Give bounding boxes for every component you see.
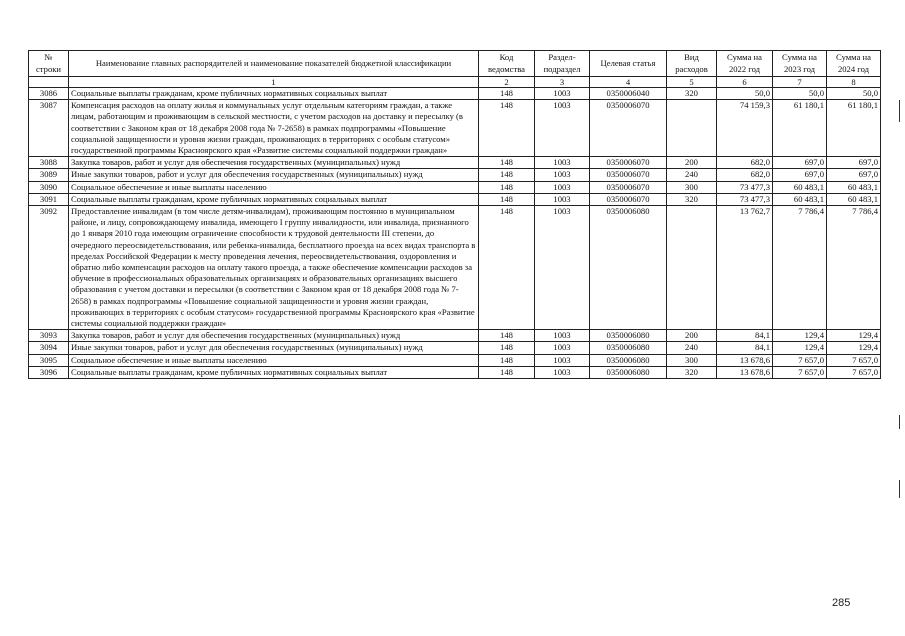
expense-type: 320 bbox=[667, 193, 717, 205]
header-sum-2024: Сумма на 2024 год bbox=[827, 51, 881, 77]
dept-code: 148 bbox=[479, 157, 535, 169]
target-article: 0350006080 bbox=[590, 330, 667, 342]
row-number: 3093 bbox=[29, 330, 69, 342]
budget-table bbox=[28, 50, 881, 379]
table-row bbox=[29, 169, 881, 181]
row-number: 3092 bbox=[29, 206, 69, 330]
section-code: 1003 bbox=[535, 100, 590, 157]
sum-2023: 50,0 bbox=[773, 88, 827, 100]
sum-2023: 7 786,4 bbox=[773, 206, 827, 330]
table-row bbox=[29, 354, 881, 366]
row-number: 3088 bbox=[29, 157, 69, 169]
sum-2022: 73 477,3 bbox=[717, 181, 773, 193]
table-row bbox=[29, 88, 881, 100]
section-code: 1003 bbox=[535, 330, 590, 342]
sum-2024: 129,4 bbox=[827, 330, 881, 342]
sum-2024: 61 180,1 bbox=[827, 100, 881, 157]
row-number: 3094 bbox=[29, 342, 69, 354]
sum-2023: 60 483,1 bbox=[773, 181, 827, 193]
expense-type: 200 bbox=[667, 157, 717, 169]
sum-2022: 13 678,6 bbox=[717, 354, 773, 366]
sum-2023: 129,4 bbox=[773, 330, 827, 342]
table-row bbox=[29, 181, 881, 193]
table-row bbox=[29, 100, 881, 157]
header-expense-type: Вид расходов bbox=[667, 51, 717, 77]
header-dept-code: Код ведомства bbox=[479, 51, 535, 77]
column-number: 3 bbox=[535, 77, 590, 88]
section-code: 1003 bbox=[535, 342, 590, 354]
row-number: 3087 bbox=[29, 100, 69, 157]
row-name: Компенсация расходов на оплату жилья и коммунальных услуг отдельным категориям граждан, а также лицам, работающим и проживающим в сельской местности, с учетом расходов на доставку и пересылку (в соответствии с Законом края от 18 декабря 2008 года № 7-2658) в рамках подпрограммы «Повышение социальной защищенности и уровня жизни граждан, проживающих в территориях с особым статусом» государственной программы Красноярского края «Развитие системы социальной поддержки граждан» bbox=[69, 100, 479, 157]
header-sum-2023: Сумма на 2023 год bbox=[773, 51, 827, 77]
sum-2023: 61 180,1 bbox=[773, 100, 827, 157]
table-row bbox=[29, 157, 881, 169]
sum-2022: 13 762,7 bbox=[717, 206, 773, 330]
section-code: 1003 bbox=[535, 88, 590, 100]
sum-2024: 60 483,1 bbox=[827, 181, 881, 193]
row-number: 3095 bbox=[29, 354, 69, 366]
section-code: 1003 bbox=[535, 169, 590, 181]
section-code: 1003 bbox=[535, 181, 590, 193]
expense-type: 240 bbox=[667, 342, 717, 354]
scan-edge-mark bbox=[899, 480, 900, 498]
column-number bbox=[29, 77, 69, 88]
dept-code: 148 bbox=[479, 181, 535, 193]
sum-2022: 13 678,6 bbox=[717, 366, 773, 378]
sum-2023: 7 657,0 bbox=[773, 366, 827, 378]
dept-code: 148 bbox=[479, 193, 535, 205]
row-name: Социальное обеспечение и иные выплаты населению bbox=[69, 354, 479, 366]
target-article: 0350006070 bbox=[590, 169, 667, 181]
row-name: Социальные выплаты гражданам, кроме публичных нормативных социальных выплат bbox=[69, 193, 479, 205]
sum-2022: 682,0 bbox=[717, 157, 773, 169]
row-name: Закупка товаров, работ и услуг для обеспечения государственных (муниципальных) нужд bbox=[69, 330, 479, 342]
row-name: Закупка товаров, работ и услуг для обеспечения государственных (муниципальных) нужд bbox=[69, 157, 479, 169]
sum-2024: 7 786,4 bbox=[827, 206, 881, 330]
sum-2022: 84,1 bbox=[717, 342, 773, 354]
table-row bbox=[29, 330, 881, 342]
dept-code: 148 bbox=[479, 100, 535, 157]
target-article: 0350006080 bbox=[590, 354, 667, 366]
table-row bbox=[29, 206, 881, 330]
sum-2022: 84,1 bbox=[717, 330, 773, 342]
header-target-article: Целевая статья bbox=[590, 51, 667, 77]
column-number: 1 bbox=[69, 77, 479, 88]
target-article: 0350006070 bbox=[590, 193, 667, 205]
header-row bbox=[29, 51, 881, 77]
section-code: 1003 bbox=[535, 157, 590, 169]
dept-code: 148 bbox=[479, 88, 535, 100]
sum-2024: 7 657,0 bbox=[827, 366, 881, 378]
dept-code: 148 bbox=[479, 169, 535, 181]
expense-type: 240 bbox=[667, 169, 717, 181]
expense-type: 300 bbox=[667, 181, 717, 193]
sum-2023: 60 483,1 bbox=[773, 193, 827, 205]
scan-edge-mark bbox=[899, 415, 900, 429]
column-number: 5 bbox=[667, 77, 717, 88]
sum-2022: 682,0 bbox=[717, 169, 773, 181]
target-article: 0350006080 bbox=[590, 366, 667, 378]
target-article: 0350006040 bbox=[590, 88, 667, 100]
table-row bbox=[29, 342, 881, 354]
section-code: 1003 bbox=[535, 206, 590, 330]
row-number: 3089 bbox=[29, 169, 69, 181]
target-article: 0350006080 bbox=[590, 206, 667, 330]
target-article: 0350006080 bbox=[590, 342, 667, 354]
row-name: Социальные выплаты гражданам, кроме публичных нормативных социальных выплат bbox=[69, 366, 479, 378]
dept-code: 148 bbox=[479, 342, 535, 354]
sum-2022: 73 477,3 bbox=[717, 193, 773, 205]
column-number: 7 bbox=[773, 77, 827, 88]
section-code: 1003 bbox=[535, 366, 590, 378]
table-row bbox=[29, 193, 881, 205]
sum-2024: 697,0 bbox=[827, 169, 881, 181]
header-sum-2022: Сумма на 2022 год bbox=[717, 51, 773, 77]
expense-type bbox=[667, 206, 717, 330]
scan-edge-mark bbox=[899, 100, 900, 122]
sum-2022: 50,0 bbox=[717, 88, 773, 100]
expense-type bbox=[667, 100, 717, 157]
row-name: Иные закупки товаров, работ и услуг для обеспечения государственных (муниципальных) нужд bbox=[69, 342, 479, 354]
header-name: Наименование главных распорядителей и наименование показателей бюджетной классификации bbox=[69, 51, 479, 77]
sum-2023: 129,4 bbox=[773, 342, 827, 354]
column-number: 8 bbox=[827, 77, 881, 88]
table-row bbox=[29, 366, 881, 378]
row-number: 3090 bbox=[29, 181, 69, 193]
table-body bbox=[29, 88, 881, 379]
sum-2024: 129,4 bbox=[827, 342, 881, 354]
sum-2024: 7 657,0 bbox=[827, 354, 881, 366]
row-name: Предоставление инвалидам (в том числе детям-инвалидам), проживающим постоянно в муниципальном районе, и лицу, сопровождающему инвалида, имеющего I группу инвалидности, или инвалида, признанного до 1 января 2010 года имеющим ограничение способности к трудовой деятельности III степени, до очередного переосвидетельствования, или ребенка-инвалида, бесплатного проезда на всех видах транспорта в пределах Российской Федерации к месту проведения лечения, переосвидетельствования, оздоровления и обратно либо компенсации расходов на оплату такого проезда, а также обеспечение компенсации расходов за обучение в профессиональных образовательных организациях и образовательных организациях высшего образования с учетом доставки и пересылки (в соответствии с Законом края от 18 декабря 2008 года № 7-2658) в рамках подпрограммы «Повышение социальной защищенности и уровня жизни граждан, проживающих в территориях с особым статусом» государственной программы Красноярского края «Развитие системы социальной поддержки граждан» bbox=[69, 206, 479, 330]
row-number: 3091 bbox=[29, 193, 69, 205]
dept-code: 148 bbox=[479, 366, 535, 378]
dept-code: 148 bbox=[479, 330, 535, 342]
row-name: Социальные выплаты гражданам, кроме публичных нормативных социальных выплат bbox=[69, 88, 479, 100]
sum-2023: 697,0 bbox=[773, 157, 827, 169]
sum-2023: 7 657,0 bbox=[773, 354, 827, 366]
expense-type: 320 bbox=[667, 88, 717, 100]
column-number-row bbox=[29, 77, 881, 88]
expense-type: 300 bbox=[667, 354, 717, 366]
expense-type: 200 bbox=[667, 330, 717, 342]
row-name: Иные закупки товаров, работ и услуг для обеспечения государственных (муниципальных) нужд bbox=[69, 169, 479, 181]
header-row-number: № строки bbox=[29, 51, 69, 77]
sum-2022: 74 159,3 bbox=[717, 100, 773, 157]
column-number: 2 bbox=[479, 77, 535, 88]
target-article: 0350006070 bbox=[590, 181, 667, 193]
section-code: 1003 bbox=[535, 354, 590, 366]
target-article: 0350006070 bbox=[590, 100, 667, 157]
expense-type: 320 bbox=[667, 366, 717, 378]
sum-2024: 60 483,1 bbox=[827, 193, 881, 205]
header-section: Раздел-подраздел bbox=[535, 51, 590, 77]
dept-code: 148 bbox=[479, 354, 535, 366]
dept-code: 148 bbox=[479, 206, 535, 330]
sum-2023: 697,0 bbox=[773, 169, 827, 181]
row-number: 3086 bbox=[29, 88, 69, 100]
column-number: 6 bbox=[717, 77, 773, 88]
row-number: 3096 bbox=[29, 366, 69, 378]
row-name: Социальное обеспечение и иные выплаты населению bbox=[69, 181, 479, 193]
section-code: 1003 bbox=[535, 193, 590, 205]
target-article: 0350006070 bbox=[590, 157, 667, 169]
page-number: 285 bbox=[832, 597, 851, 609]
sum-2024: 50,0 bbox=[827, 88, 881, 100]
sum-2024: 697,0 bbox=[827, 157, 881, 169]
column-number: 4 bbox=[590, 77, 667, 88]
